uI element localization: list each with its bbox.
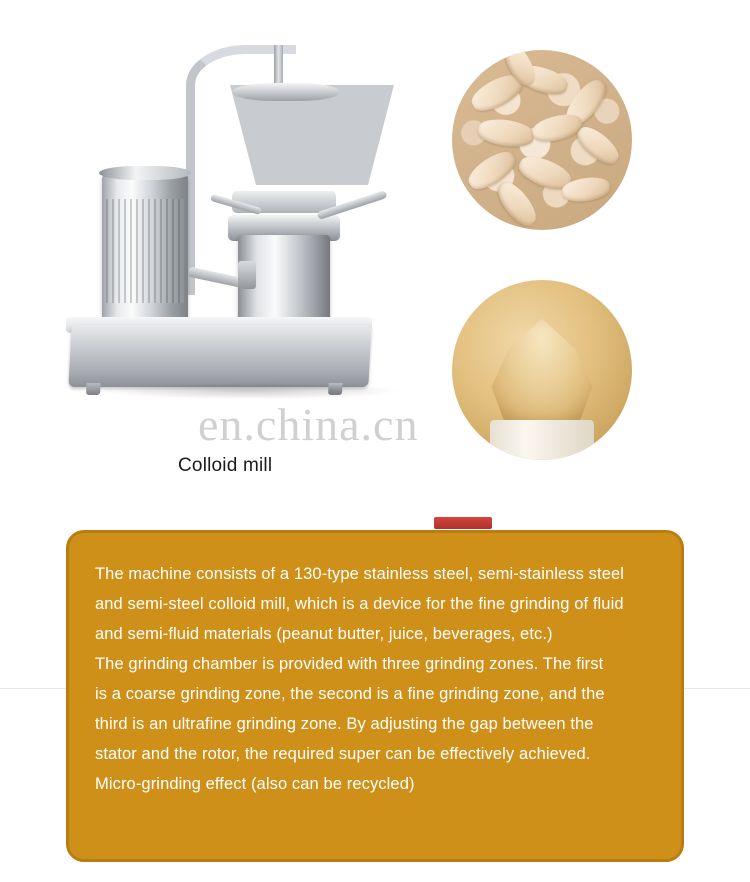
- description-line: is a coarse grinding zone, the second is a fine grinding zone, and the: [95, 685, 605, 703]
- peanut: [530, 110, 584, 145]
- peanut: [476, 116, 535, 150]
- description-line: stator and the rotor, the required super can be effectively achieved.: [95, 745, 591, 763]
- description-panel: [66, 530, 684, 862]
- machine-foot: [86, 383, 101, 395]
- feed-hopper-rim: [232, 83, 340, 101]
- description-line: Micro-grinding effect (also can be recycled): [95, 775, 415, 793]
- peanut: [492, 177, 542, 230]
- product-caption: Colloid mill: [178, 455, 273, 476]
- description-line: The machine consists of a 130-type stainless steel, semi-stainless steel: [95, 565, 625, 583]
- peanut: [572, 121, 624, 169]
- description-line: and semi-steel colloid mill, which is a device for the fine grinding of fluid: [95, 595, 624, 613]
- butter-jar: [490, 420, 594, 460]
- machine-shadow: [100, 383, 400, 399]
- colloid-mill-machine-image: [60, 25, 410, 405]
- machine-base: [68, 325, 371, 387]
- butter-swirl: [482, 319, 602, 429]
- motor-vent-grill: [106, 199, 184, 303]
- watermark: en.china.cn: [198, 399, 419, 450]
- peanut-butter-photo: [452, 280, 632, 460]
- description-line: The grinding chamber is provided with three grinding zones. The first: [95, 655, 604, 673]
- peanuts-photo: [452, 50, 632, 230]
- description-line: and semi-fluid materials (peanut butter, juice, beverages, etc.): [95, 625, 553, 643]
- description-line: third is an ultrafine grinding zone. By adjusting the gap between the: [95, 715, 594, 733]
- brand-label: [434, 517, 492, 529]
- motor-drum: [102, 173, 188, 331]
- discharge-valve: [238, 261, 256, 289]
